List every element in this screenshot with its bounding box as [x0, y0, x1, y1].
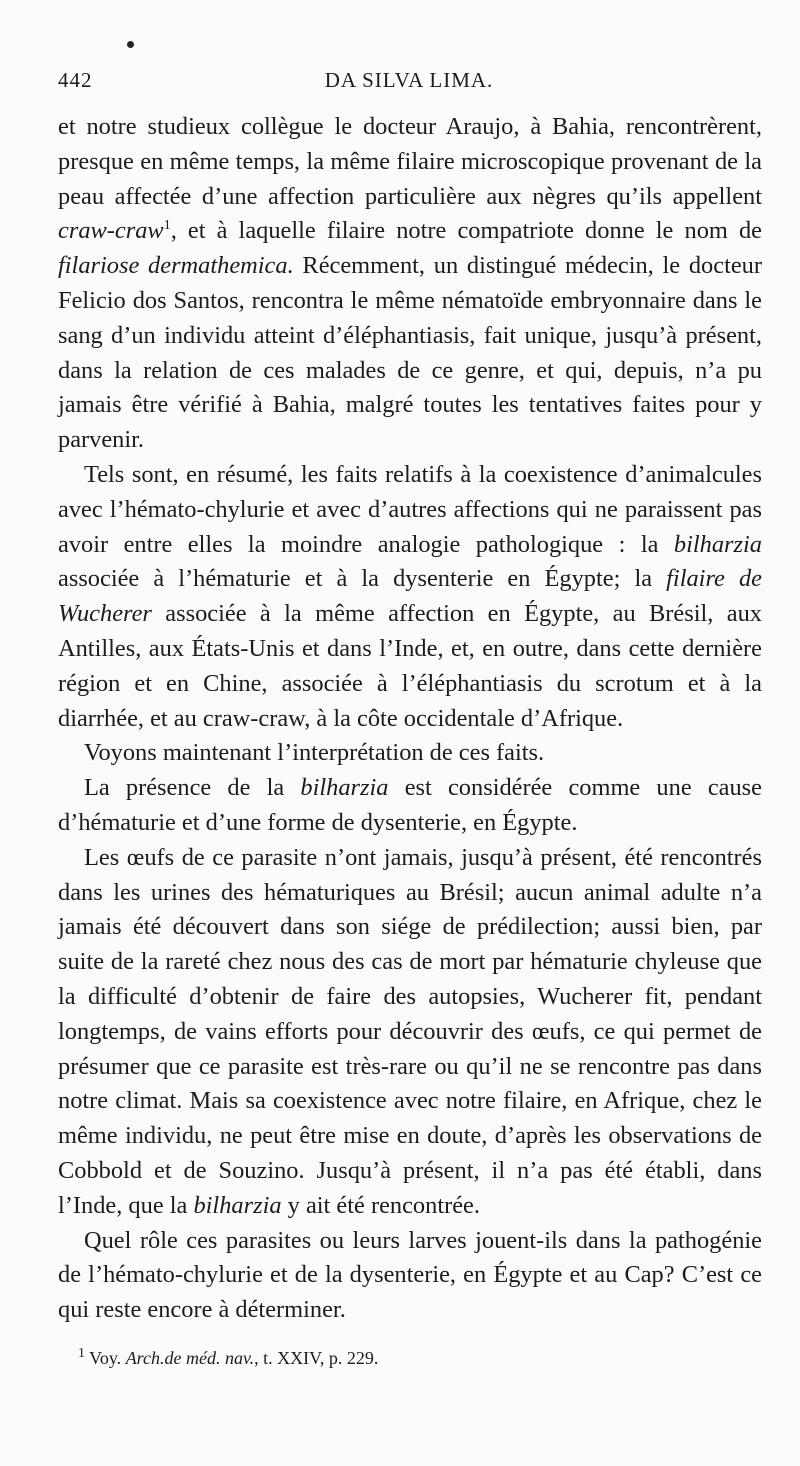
text-run: Récemment, un distingué médecin, le docteur Felicio dos Santos, rencontra le même nématoïde embryonnaire dans le sang d’un individu atteint d’éléphantiasis, fait unique, jusqu’à présent, dans la relation de ces malades de ce genre, et qui, depuis, n’a pu jamais être vérifié à Bahia, malgré toutes les tentatives faites pour y parvenir.: [58, 252, 762, 454]
paragraph: [58, 771, 762, 841]
paragraph: [58, 841, 762, 1224]
text-run: , et à laquelle filaire notre compatriote donne le nom de: [170, 217, 762, 245]
footnote-marker: 1: [78, 1346, 85, 1361]
italic-text: Arch.de méd. nav.: [125, 1348, 255, 1368]
paragraph: [58, 458, 762, 736]
text-run: et notre studieux collègue le docteur Araujo, à Bahia, rencontrèrent, presque en même temps, la même filaire microscopique provenant de la peau affectée d’une affection particulière aux nègres qu’ils appellent: [58, 113, 762, 210]
italic-text: craw-craw: [58, 217, 164, 245]
page-header: [58, 68, 760, 96]
text-run: , t. XXIV, p. 229.: [254, 1348, 379, 1368]
body-text: [58, 110, 762, 1328]
italic-text: bilharzia: [193, 1191, 282, 1219]
text-run: Voyons maintenant l’interprétation de ces faits.: [84, 739, 545, 767]
text-run: Tels sont, en résumé, les faits relatifs à la coexistence d’animalcules avec l’hémato-chylurie et avec d’autres affections qui ne paraissent pas avoir entre elles la moindre analogie pathologique : la: [58, 460, 762, 558]
italic-text: filariose dermathemica.: [58, 252, 294, 280]
text-run: est considérée comme une cause d’hématurie et d’une forme de dysenterie, en Égypte.: [58, 774, 762, 836]
page-number: 442: [58, 68, 93, 92]
paragraph: [58, 736, 762, 771]
footnote: [78, 1348, 378, 1369]
footnote-marker: 1: [163, 218, 171, 234]
text-run: La présence de la: [84, 774, 301, 802]
text-run: y ait été rencontrée.: [281, 1191, 480, 1219]
italic-text: bilharzia: [300, 774, 389, 802]
text-run: associée à l’hématurie et à la dysenterie en Égypte; la: [58, 565, 667, 593]
italic-text: bilharzia: [673, 530, 762, 558]
text-run: Voy.: [85, 1348, 126, 1368]
text-run: associée à la même affection en Égypte, au Brésil, aux Antilles, aux États-Unis et dans l’Inde, et, en outre, dans cette dernière région et en Chine, associée à l’éléphantiasis du scrotum et à la diarrhée, et au craw-craw, à la côte occidentale d’Afrique.: [58, 600, 762, 732]
text-run: Les œufs de ce parasite n’ont jamais, jusqu’à présent, été rencontrés dans les urines des hématuriques au Brésil; aucun animal adulte n’a jamais été découvert dans son siége de prédilection; aussi bien, par suite de la rareté chez nous des cas de mort par hématurie chyleuse que la difficulté d’obtenir de faire des autopsies, Wucherer fit, pendant longtemps, de vains efforts pour découvrir des œufs, ce qui permet de présumer que ce parasite est très-rare ou qu’il ne se rencontre pas dans notre climat. Mais sa coexistence avec notre filaire, en Afrique, chez le même individu, ne peut être mise en doute, d’après les observations de Cobbold et de Souzino. Jusqu’à présent, il n’a pas été établi, dans l’Inde, que la: [58, 843, 762, 1219]
ink-dot: [127, 41, 134, 48]
text-run: Quel rôle ces parasites ou leurs larves jouent-ils dans la pathogénie de l’hémato-chylurie et de la dysenterie, en Égypte et au Cap? C’est ce qui reste encore à déterminer.: [58, 1226, 762, 1324]
paragraph: [58, 110, 762, 458]
running-title: DA SILVA LIMA.: [324, 68, 494, 92]
italic-text: filaire de Wucherer: [58, 565, 762, 628]
paragraph: [58, 1224, 762, 1328]
